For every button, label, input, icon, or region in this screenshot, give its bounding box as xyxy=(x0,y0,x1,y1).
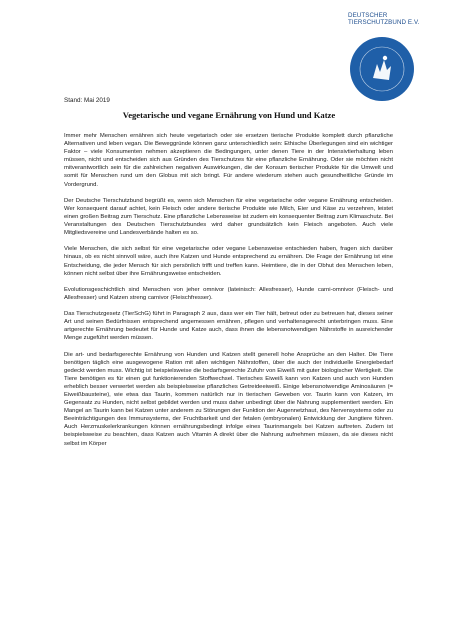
tierschutz-seal-icon xyxy=(349,36,415,102)
document-title: Vegetarische und vegane Ernährung von Hund und Katze xyxy=(122,110,336,120)
body-paragraph: Der Deutsche Tierschutzbund begrüßt es, wenn sich Menschen für eine vegetarische oder vegane Ernährung entscheiden. Wer konsequent darauf achtet, kein Fleisch oder andere tierische Produkte wie Milch, Eier und Käse zu verzehren, leistet einen großen Beitrag zum Tierschutz. Eine pflanzliche Lebensweise ist zudem ein konsequenter Beitrag zum Klimaschutz. Bei Veranstaltungen des Deutschen Tierschutzbundes wird daher grundsätzlich kein Fleisch angeboten. Auch viele Mitgliedsvereine und Landesverbände halten es so. xyxy=(64,197,393,237)
body-paragraph: Evolutionsgeschichtlich sind Menschen von jeher omnivor (lateinisch: Allesfresser), Hunde carni-omnivor (Fleisch- und Allesfresser) und Katzen streng carnivor (Fleischfresser). xyxy=(64,286,393,301)
document-body xyxy=(64,132,393,456)
organization-name-line1: DEUTSCHER xyxy=(348,12,388,19)
document-date: Stand: Mai 2019 xyxy=(64,97,110,104)
body-paragraph: Die art- und bedarfsgerechte Ernährung von Hunden und Katzen stellt generell hohe Ansprüche an den Halter. Die Tiere benötigen täglich eine ausgewogene Ration mit allen wichtigen Nährstoffen, über die auch der individuelle Energiebedarf gedeckt werden muss. Wichtig ist beispielsweise die bedarfsgerechte Zufuhr von Eiweiß mit guter biologischer Wertigkeit. Die Tiere benötigen es für einen gut funktionierenden Stoffwechsel. Tierisches Eiweiß kann von Katzen und auch von Hunden erheblich besser verwertet werden als beispielsweise pflanzliches Getreideeiweiß. Einige lebensnotwendige Aminosäuren (= Eiweißbausteine), wie etwa das Taurin, kommen natürlich nur in tierischen Geweben vor. Taurin kann von Katzen, im Gegensatz zu Hunden, nicht selbst gebildet werden und muss daher unbedingt über die Nahrung supplementiert werden. Ein Mangel an Taurin kann bei Katzen unter anderem zu Störungen der Funktion der Augennetzhaut, des Nervensystems oder zu Beeinträchtigungen des Immunsystems, der Fruchtbarkeit und der fetalen (embryonalen) Entwicklung der Jungtiere führen. Auch Herzmuskelerkrankungen können ernährungsbedingt infolge eines Taurinmangels bei Katzen auftreten. Zudem ist beispielsweise zu beachten, dass Katzen auch Vitamin A direkt über die Nahrung aufnehmen müssen, da sie dieses nicht selbst im Körper xyxy=(64,351,393,447)
body-paragraph: Viele Menschen, die sich selbst für eine vegetarische oder vegane Lebensweise entschieden haben, fragen sich darüber hinaus, ob es nicht sinnvoll wäre, auch ihre Katzen und Hunde entsprechend zu ernähren. Die Frage der Ernährung ist eine Entscheidung, die jeder Mensch für sich persönlich trifft und treffen kann. Heimtiere, die in der Obhut des Menschen leben, können nicht selbst über ihre Ernährungsweise entscheiden. xyxy=(64,246,393,277)
body-paragraph: Das Tierschutzgesetz (TierSchG) führt in Paragraph 2 aus, dass wer ein Tier hält, betreut oder zu betreuen hat, dieses seiner Art und seinen Bedürfnissen entsprechend angemessen ernähren, pflegen und verhaltensgerecht unterbringen muss. Eine artgerechte Ernährung bedeutet für Hunde und Katze auch, dass ihnen die lebensnotwendigen Nährstoffe in ausreichender Menge zugeführt werden müssen. xyxy=(64,311,393,342)
organization-logo xyxy=(348,12,444,26)
organization-name-line2: TIERSCHUTZBUND E.V. xyxy=(348,19,420,27)
body-paragraph: Immer mehr Menschen ernähren sich heute vegetarisch oder sie ersetzen tierische Produkte komplett durch pflanzliche Alternativen und leben vegan. Die Beweggründe können ganz unterschiedlich sein: Ethische Überlegungen sind ein wichtiger Faktor – viele Konsumenten nehmen akzeptieren die Bedingungen, unter denen Tiere in der Intensivtierhaltung leben müssen, nicht und entscheiden sich aus Gründen des Tierschutzes für eine pflanzliche Ernährung. Oder sie möchten nicht mitverantwortlich sein für die zahlreichen negativen Auswirkungen, die der Konsum tierischer Produkte für die Umwelt und somit für Menschen rund um den Globus mit sich bringt. Für andere wiederum stehen auch gesundheitliche Gründe im Vordergrund. xyxy=(64,133,393,188)
